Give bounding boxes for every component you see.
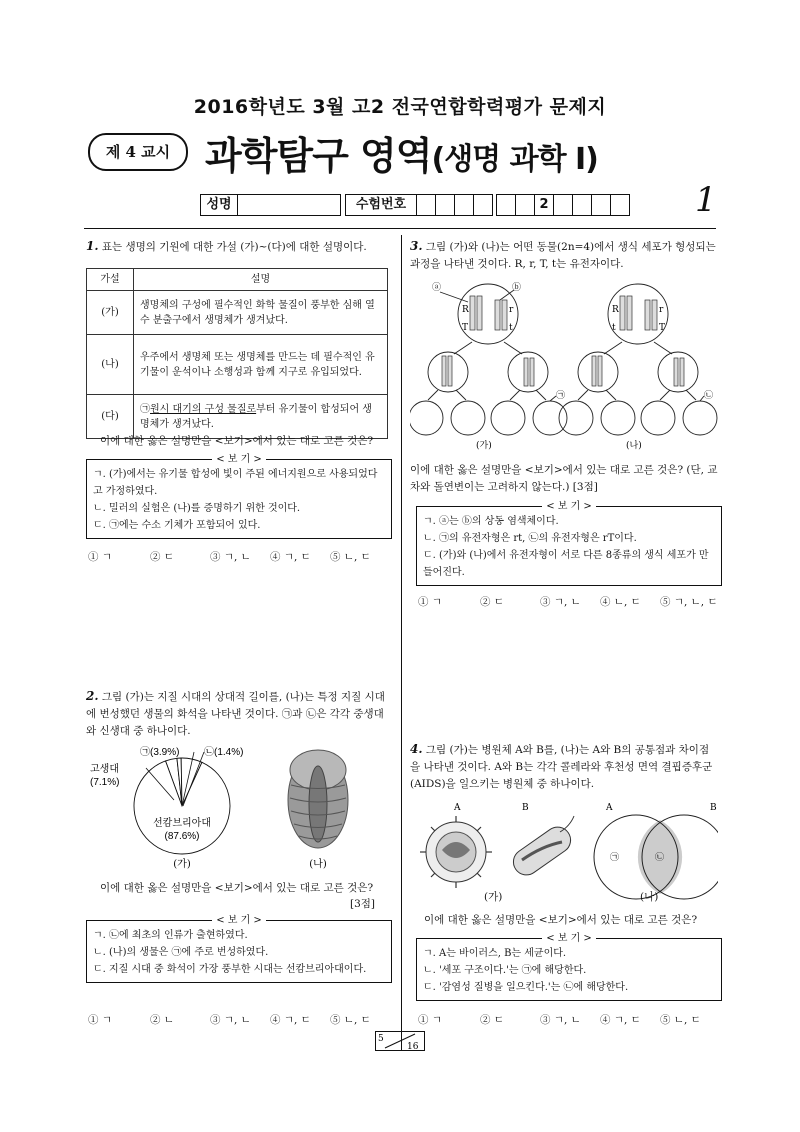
label-g2: ㉡ — [704, 391, 714, 401]
exam-no-box[interactable] — [611, 194, 630, 216]
pie-label-b: ㉡(1.4%) — [204, 747, 244, 758]
hypothesis-text — [134, 395, 388, 439]
choice-1[interactable]: ① ㄱ — [418, 1014, 442, 1026]
exam-no-box[interactable] — [554, 194, 573, 216]
choice-5[interactable]: ⑤ ㄱ, ㄴ, ㄷ — [660, 596, 718, 608]
bogi-item: ㄴ. (나)의 생물은 ㉠에 주로 번성하였다. — [93, 947, 269, 958]
q3-figure — [410, 278, 718, 454]
choice-2[interactable]: ② ㄷ — [480, 1014, 504, 1026]
page-number: 1 — [695, 180, 717, 220]
fig-label-ga: (가) — [476, 441, 492, 451]
q3-question: 이에 대한 옳은 설명만을 <보기>에서 있는 대로 고른 것은? (단, 교차와 돌연변이는 고려하지 않는다.) [3점] — [410, 464, 718, 493]
bogi-item: ㄱ. A는 바이러스, B는 세균이다. — [423, 948, 567, 959]
pie-label-paleo-pct: (7.1%) — [90, 777, 120, 788]
id-row — [200, 194, 630, 216]
underlined-text: 원시 대기의 구성 물질로 — [150, 403, 257, 415]
venn-g1: ㉠ — [610, 853, 620, 863]
q1-stem — [86, 238, 391, 256]
choice-5[interactable]: ⑤ ㄴ, ㄷ — [330, 1014, 371, 1026]
exam-no-box[interactable] — [573, 194, 592, 216]
q4-figure — [410, 798, 718, 906]
table-header: 설명 — [134, 269, 388, 291]
gene-T: T — [659, 323, 666, 333]
hypothesis-text: 생명체의 구성에 필수적인 화학 물질이 풍부한 심해 열수 분출구에서 생명체가 생겨났다. — [134, 291, 388, 335]
exam-title: 2016학년도 3월 고2 전국연합학력평가 문제지 — [193, 96, 607, 118]
bogi-title: < 보 기 > — [542, 933, 596, 944]
label-g1: ㉠ — [556, 391, 566, 401]
q2-question: 이에 대한 옳은 설명만을 <보기>에서 있는 대로 고른 것은? — [100, 882, 374, 894]
q4-stem-text: 그림 (가)는 병원체 A와 B를, (나)는 A와 B의 공통점과 차이점을 나타낸 것이다. A와 B는 각각 콜레라와 후천성 면역 결핍증후군(AIDS)을 일으키는 병원체 중 하나이다. — [410, 744, 713, 790]
fig-label-na: (나) — [626, 441, 642, 451]
exam-no-box[interactable] — [474, 194, 493, 216]
q3-bogi-box — [416, 501, 722, 586]
gene-T: T — [462, 323, 469, 333]
page-indicator — [375, 1031, 425, 1051]
choice-4[interactable]: ④ ㄱ, ㄷ — [270, 551, 311, 563]
choice-3[interactable]: ③ ㄱ, ㄴ — [540, 1014, 581, 1026]
choice-4[interactable]: ④ ㄱ, ㄷ — [600, 1014, 641, 1026]
fig-label-ga: (가) — [173, 859, 191, 870]
bogi-title: < 보 기 > — [212, 915, 266, 926]
pie-label-pre-pct: (87.6%) — [164, 831, 200, 842]
exam-no-box[interactable] — [592, 194, 611, 216]
gene-r: r — [509, 305, 514, 315]
q2-bogi-box — [86, 915, 392, 983]
marker-g: ㉠ — [140, 403, 150, 415]
q4-bogi-box — [416, 933, 722, 1001]
q2-stem — [86, 688, 391, 740]
q4-fig-label-b: (나) — [640, 891, 659, 903]
gene-R: R — [612, 305, 619, 315]
q1-bogi-box — [86, 454, 392, 539]
venn-label-B: B — [710, 803, 717, 813]
q3-choices — [418, 594, 730, 609]
q3-number: 3. — [410, 239, 423, 253]
bogi-item: ㄱ. ㉡에 최초의 인류가 출현하였다. — [93, 930, 248, 941]
exam-no-digit: 2 — [535, 194, 554, 216]
q3-stem-text: 그림 (가)와 (나)는 어떤 동물(2n=4)에서 생식 세포가 형성되는 과정을 나타낸 것이다. R, r, T, t는 유전자이다. — [410, 241, 716, 270]
choice-3[interactable]: ③ ㄱ, ㄴ — [210, 551, 251, 563]
q2-figure — [86, 740, 391, 870]
label-B: B — [522, 803, 529, 813]
page-current: 5 — [378, 1034, 384, 1044]
q2-choices — [88, 1012, 390, 1027]
bogi-item: ㄷ. 지질 시대 중 화석이 가장 풍부한 시대는 선캄브리아대이다. — [93, 964, 367, 975]
bogi-item: ㄷ. '감염성 질병을 일으킨다.'는 ㉡에 해당한다. — [423, 982, 629, 993]
gene-R: R — [462, 305, 469, 315]
choice-1[interactable]: ① ㄱ — [418, 596, 442, 608]
hypothesis-label: (가) — [87, 291, 134, 335]
pie-label-a: ㉠(3.9%) — [140, 747, 180, 758]
bogi-item: ㄱ. ⓐ는 ⓑ의 상동 염색체이다. — [423, 516, 559, 527]
subject-main: 과학탐구 영역 — [205, 134, 432, 178]
exam-no-box[interactable] — [516, 194, 535, 216]
bogi-item: ㄴ. '세포 구조이다.'는 ㉠에 해당한다. — [423, 965, 587, 976]
exam-no-box[interactable] — [436, 194, 455, 216]
choice-4[interactable]: ④ ㄴ, ㄷ — [600, 596, 641, 608]
venn-label-A: A — [606, 803, 613, 813]
name-label: 성명 — [200, 194, 238, 216]
q4-choices — [418, 1012, 720, 1027]
label-b: ⓑ — [512, 283, 522, 293]
subject-sub: (생명 과학 Ⅰ) — [431, 142, 598, 177]
hypothesis-label: (나) — [87, 335, 134, 395]
exam-no-label: 수험번호 — [345, 194, 417, 216]
q2-number: 2. — [86, 689, 99, 703]
q4-fig-label-a: (가) — [484, 891, 503, 903]
trilobite-fossil-image — [288, 750, 348, 848]
exam-no-box[interactable] — [417, 194, 436, 216]
exam-no-box[interactable] — [455, 194, 474, 216]
exam-no-box[interactable] — [496, 194, 516, 216]
q2-points: [3점] — [350, 898, 376, 910]
q1-number: 1. — [86, 239, 99, 253]
choice-2[interactable]: ② ㄴ — [150, 1014, 174, 1026]
pie-label-paleo: 고생대 — [90, 764, 119, 775]
header-rule — [84, 228, 716, 229]
q2-stem-text: 그림 (가)는 지질 시대의 상대적 길이를, (나)는 특정 지질 시대에 번성했던 생물의 화석을 나타낸 것이다. ㉠과 ㉡은 각각 중생대와 신생대 중 하나이다. — [86, 691, 385, 737]
bogi-item: ㄷ. (가)와 (나)에서 유전자형이 서로 다른 8종류의 생식 세포가 만들어진다. — [423, 550, 709, 578]
q4-question: 이에 대한 옳은 설명만을 <보기>에서 있는 대로 고른 것은? — [424, 914, 698, 926]
q1-question: 이에 대한 옳은 설명만을 <보기>에서 있는 대로 고른 것은? — [100, 435, 374, 447]
bogi-item: ㄷ. ㉠에는 수소 기체가 포함되어 있다. — [93, 520, 261, 531]
choice-3[interactable]: ③ ㄱ, ㄴ — [540, 596, 581, 608]
page-total: 16 — [407, 1042, 419, 1051]
table-header: 가설 — [87, 269, 134, 291]
choice-2[interactable]: ② ㄷ — [150, 551, 174, 563]
bogi-item: ㄴ. ㉠의 유전자형은 rt, ㉡의 유전자형은 rT이다. — [423, 533, 637, 544]
label-A: A — [454, 803, 461, 813]
q1-choices — [88, 549, 390, 564]
choice-5[interactable]: ⑤ ㄴ, ㄷ — [660, 1014, 701, 1026]
choice-4[interactable]: ④ ㄱ, ㄷ — [270, 1014, 311, 1026]
bogi-title: < 보 기 > — [542, 501, 596, 512]
q1-stem-text: 표는 생명의 기원에 대한 가설 (가)~(다)에 대한 설명이다. — [101, 241, 367, 253]
bogi-title: < 보 기 > — [212, 454, 266, 465]
q4-number: 4. — [410, 742, 423, 756]
column-divider — [401, 235, 402, 1050]
period-badge: 제 4 교시 — [88, 133, 188, 171]
bogi-item: ㄱ. (가)에서는 유기물 합성에 빛이 주된 에너지원으로 사용되었다고 가정하였다. — [93, 469, 378, 497]
fig-label-na: (나) — [309, 859, 327, 870]
gene-r: r — [659, 305, 664, 315]
venn-g2: ㉡ — [655, 853, 665, 863]
hypothesis-label: (다) — [87, 395, 134, 439]
name-field[interactable] — [238, 194, 341, 216]
gene-t: t — [612, 323, 616, 333]
choice-1[interactable]: ① ㄱ — [88, 1014, 112, 1026]
q4-stem — [410, 741, 718, 793]
choice-3[interactable]: ③ ㄱ, ㄴ — [210, 1014, 251, 1026]
gene-t: t — [509, 323, 513, 333]
q3-stem — [410, 238, 718, 273]
bacterium-image — [508, 816, 575, 880]
choice-2[interactable]: ② ㄷ — [480, 596, 504, 608]
pie-label-pre: 선캄브리아대 — [153, 818, 211, 829]
virus-image — [420, 816, 492, 888]
choice-1[interactable]: ① ㄱ — [88, 551, 112, 563]
choice-5[interactable]: ⑤ ㄴ, ㄷ — [330, 551, 371, 563]
hypothesis-text-rest: 부터 유기물이 합성되어 생명체가 생겨났다. — [140, 403, 372, 430]
q1-hypothesis-table — [86, 268, 388, 439]
subject-title — [205, 125, 598, 180]
label-a: ⓐ — [432, 283, 442, 293]
hypothesis-text: 우주에서 생명체 또는 생명체를 만드는 데 필수적인 유기물이 운석이나 소행성과 함께 지구로 유입되었다. — [134, 335, 388, 395]
bogi-item: ㄴ. 밀러의 실험은 (나)를 증명하기 위한 것이다. — [93, 503, 301, 514]
